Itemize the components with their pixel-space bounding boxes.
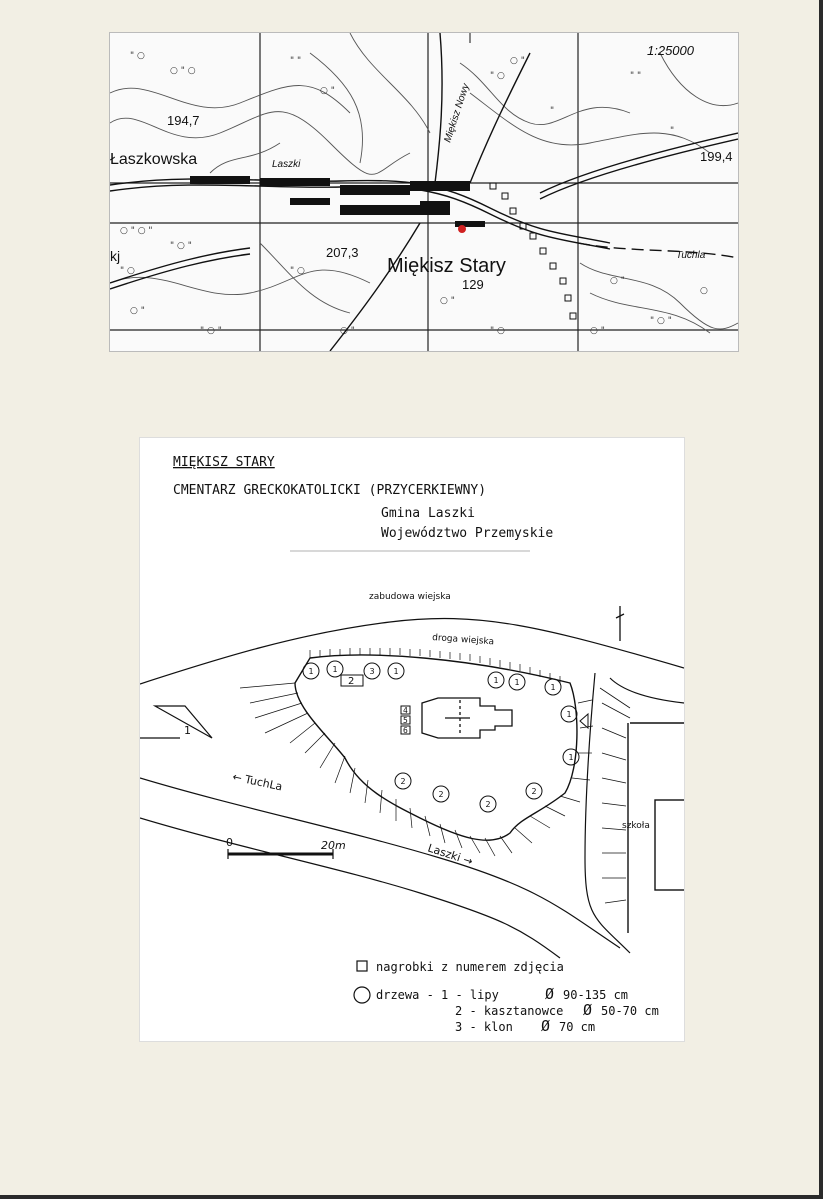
north-arrow bbox=[616, 606, 624, 641]
tree-label: 1 bbox=[393, 667, 399, 676]
marker-1-label: 1 bbox=[184, 724, 191, 737]
label-laszkowska: Łaszkowska bbox=[110, 151, 198, 168]
svg-text:": " bbox=[670, 126, 675, 136]
legend bbox=[354, 960, 659, 1035]
elevation-129: 129 bbox=[462, 277, 484, 292]
svg-text:" ○ ": " ○ " bbox=[200, 326, 222, 336]
tree-label: 2 bbox=[438, 790, 444, 799]
box-label: 2 bbox=[348, 676, 355, 687]
svg-text:○ ": ○ " bbox=[590, 326, 605, 336]
church-outline bbox=[422, 698, 512, 738]
tree-label: 3 bbox=[369, 667, 375, 676]
label-kj: kj bbox=[110, 248, 121, 264]
plan-commune: Gmina Laszki bbox=[381, 506, 475, 521]
svg-text:": " bbox=[550, 106, 555, 116]
svg-text:" ○: " ○ bbox=[490, 326, 505, 336]
map-scale: 1:25000 bbox=[647, 43, 694, 58]
scale-bar bbox=[226, 836, 346, 859]
svg-text:" ○: " ○ bbox=[490, 71, 505, 81]
topo-map-drawing bbox=[110, 33, 738, 351]
svg-text:" ○: " ○ bbox=[120, 266, 135, 276]
label-laszki-road: Laszki bbox=[272, 159, 301, 170]
svg-text:" ○ ": " ○ " bbox=[650, 316, 672, 326]
legend-graves: nagrobki z numerem zdjęcia bbox=[376, 960, 564, 974]
label-miekisz-stary: Miękisz Stary bbox=[387, 255, 506, 277]
legend-trees-3: 3 - klon bbox=[455, 1020, 513, 1034]
label-laszki-road: Laszki → bbox=[426, 841, 475, 869]
diameter-icon: Ø bbox=[541, 1017, 551, 1035]
elevation-1994: 199,4 bbox=[700, 149, 733, 164]
svg-text:○ ": ○ " bbox=[130, 306, 145, 316]
svg-text:○ ": ○ " bbox=[440, 296, 455, 306]
church-marker bbox=[458, 225, 466, 233]
tree-label: 2 bbox=[485, 800, 491, 809]
grave-number: 5 bbox=[403, 716, 408, 725]
svg-text:○ " ○: ○ " ○ bbox=[170, 66, 196, 76]
label-szkola: szkoła bbox=[622, 821, 650, 831]
legend-trees-3-size: 70 cm bbox=[559, 1020, 596, 1034]
legend-trees-intro: drzewa - 1 - lipy bbox=[376, 988, 499, 1002]
tree-label: 1 bbox=[568, 753, 574, 762]
grave-number: 6 bbox=[403, 726, 408, 735]
cemetery-plan-sheet bbox=[140, 438, 684, 1041]
label-miekisz-nowy: Miękisz Nowy bbox=[442, 82, 472, 144]
svg-text:○: ○ bbox=[700, 286, 708, 296]
plan-subtitle: CMENTARZ GRECKOKATOLICKI (PRZYCERKIEWNY) bbox=[173, 483, 487, 498]
tree-label: 2 bbox=[531, 787, 537, 796]
grave-number: 4 bbox=[403, 706, 408, 715]
tree-label: 1 bbox=[493, 676, 499, 685]
tree-label: 1 bbox=[566, 710, 572, 719]
tree-label: 1 bbox=[514, 678, 520, 687]
svg-text:○ ": ○ " bbox=[510, 56, 525, 66]
svg-text:" ": " " bbox=[290, 56, 302, 66]
svg-text:" ": " " bbox=[630, 71, 642, 81]
grave-markers bbox=[401, 706, 410, 735]
legend-trees-1-size: 90-135 cm bbox=[563, 988, 629, 1002]
tree-label: 2 bbox=[400, 777, 406, 786]
svg-text:○ ": ○ " bbox=[340, 326, 355, 336]
plan-title: MIĘKISZ STARY bbox=[173, 455, 275, 470]
cemetery-boundary bbox=[295, 655, 577, 840]
legend-tree-symbol bbox=[354, 987, 370, 1003]
svg-text:○ ": ○ " bbox=[320, 86, 335, 96]
school-embankment bbox=[600, 688, 630, 903]
legend-trees-2: 2 - kasztanowce bbox=[455, 1004, 564, 1018]
cemetery-plan-drawing bbox=[140, 438, 684, 1041]
svg-text:○ " ○ ": ○ " ○ " bbox=[120, 226, 153, 236]
svg-text:" ○: " ○ bbox=[130, 51, 145, 61]
label-tuchla: Tuchla bbox=[676, 250, 706, 261]
topographic-map bbox=[110, 33, 738, 351]
scale-zero: 0 bbox=[226, 836, 233, 849]
elevation-1947: 194,7 bbox=[167, 113, 200, 128]
tree-label: 1 bbox=[550, 683, 556, 692]
legend-grave-symbol bbox=[357, 961, 367, 971]
svg-text:○ ": ○ " bbox=[610, 276, 625, 286]
svg-text:" ○: " ○ bbox=[290, 266, 305, 276]
tree-label: 1 bbox=[332, 665, 338, 674]
label-zabudowa: zabudowa wiejska bbox=[369, 592, 451, 602]
svg-text:" ○ ": " ○ " bbox=[170, 241, 192, 251]
legend-trees-2-size: 50-70 cm bbox=[601, 1004, 659, 1018]
boundary-hatching bbox=[240, 648, 593, 856]
label-tuchla-road: ← TuchLa bbox=[231, 770, 284, 794]
tree-label: 1 bbox=[308, 667, 314, 676]
scale-end: 20m bbox=[321, 839, 346, 852]
diameter-icon: Ø bbox=[545, 985, 555, 1003]
elevation-2073: 207,3 bbox=[326, 245, 359, 260]
diameter-icon: Ø bbox=[583, 1001, 593, 1019]
label-droga: droga wiejska bbox=[431, 633, 495, 648]
plan-province: Województwo Przemyskie bbox=[381, 526, 554, 541]
entrance-marker bbox=[580, 714, 588, 728]
